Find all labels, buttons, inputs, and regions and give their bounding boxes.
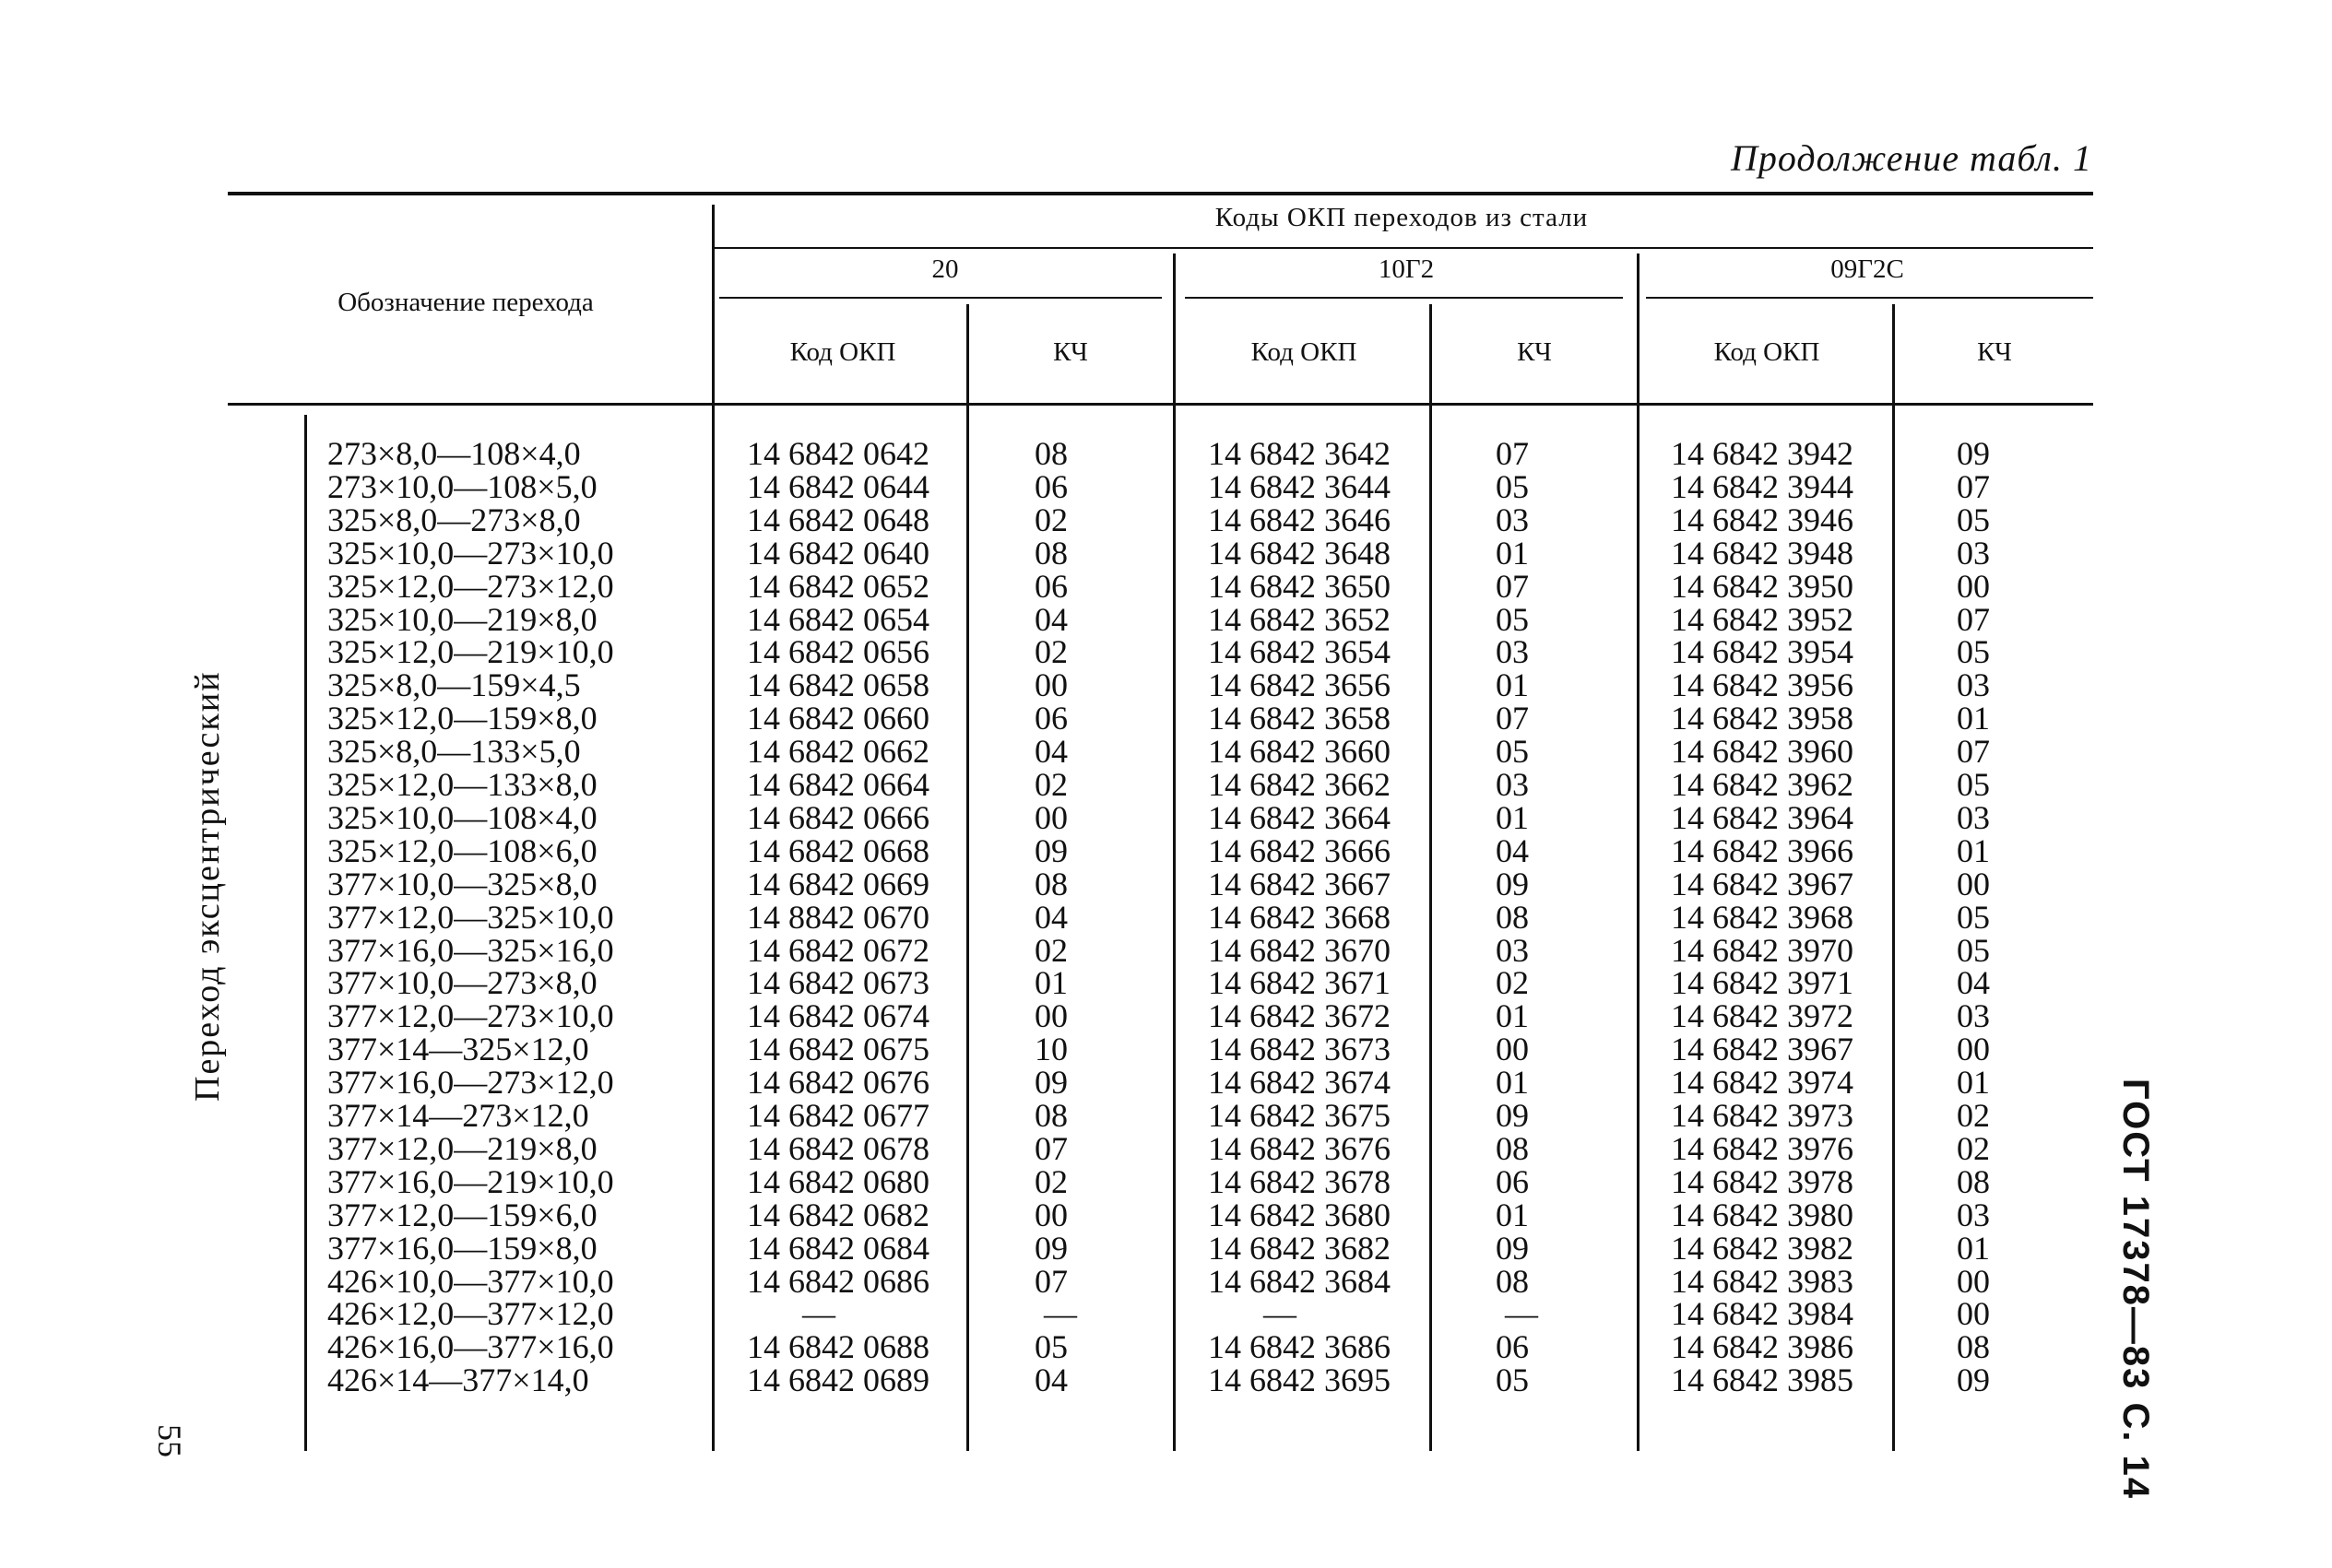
cell-kch-09g2s: 01: [1957, 1229, 1990, 1267]
cell-kch-09g2s: 00: [1957, 567, 1990, 605]
top-rule: [228, 192, 2093, 195]
cell-code-20: 14 6842 0660: [747, 700, 929, 737]
table-row: [0, 1064, 2332, 1102]
cell-code-20: 14 6842 0664: [747, 766, 929, 803]
cell-kch-20: 01: [1035, 964, 1068, 1002]
cell-code-10g2: 14 6842 3658: [1208, 700, 1391, 737]
cell-kch-10g2: 05: [1496, 600, 1529, 638]
cell-designation: 377×14—325×12,0: [327, 1031, 589, 1068]
cell-designation: 377×16,0—273×12,0: [327, 1064, 614, 1102]
cell-designation: 426×10,0—377×10,0: [327, 1262, 614, 1300]
cell-code-09g2s: 14 6842 3950: [1671, 567, 1853, 605]
cell-code-20: 14 6842 0677: [747, 1097, 929, 1134]
table-row: [0, 768, 2332, 801]
cell-kch-09g2s: 00: [1957, 1031, 1990, 1068]
table-row: [0, 536, 2332, 570]
cell-designation: 377×12,0—325×10,0: [327, 898, 614, 936]
cell-kch-20: 08: [1035, 1097, 1068, 1134]
cell-kch-10g2: 00: [1496, 1031, 1529, 1068]
cell-kch-20: 10: [1035, 1031, 1068, 1068]
cell-kch-10g2: 05: [1496, 1362, 1529, 1399]
cell-designation: 325×12,0—159×8,0: [327, 700, 598, 737]
cell-code-09g2s: 14 6842 3985: [1671, 1362, 1853, 1399]
cell-code-09g2s: 14 6842 3973: [1671, 1097, 1853, 1134]
cell-code-10g2: 14 6842 3654: [1208, 633, 1391, 671]
header-kch-20: КЧ: [1053, 337, 1088, 367]
cell-code-20: 14 6842 0682: [747, 1196, 929, 1233]
cell-kch-20: —: [1044, 1295, 1077, 1333]
table-row: [0, 503, 2332, 536]
cell-code-10g2: 14 6842 3672: [1208, 997, 1391, 1035]
cell-code-10g2: 14 6842 3666: [1208, 831, 1391, 869]
table-row: [0, 467, 2332, 505]
cell-code-20: 14 6842 0684: [747, 1229, 929, 1267]
cell-code-10g2: 14 6842 3682: [1208, 1229, 1391, 1267]
cell-designation: 273×10,0—108×5,0: [327, 467, 598, 505]
cell-code-20: 14 6842 0654: [747, 600, 929, 638]
cell-kch-10g2: 05: [1496, 467, 1529, 505]
cell-code-10g2: 14 6842 3662: [1208, 766, 1391, 803]
cell-code-20: 14 6842 0680: [747, 1162, 929, 1200]
cell-kch-20: 07: [1035, 1129, 1068, 1167]
cell-kch-09g2s: 08: [1957, 1162, 1990, 1200]
cell-kch-10g2: 09: [1496, 1229, 1529, 1267]
cell-code-09g2s: 14 6842 3962: [1671, 766, 1853, 803]
header-steel-10g2: 10Г2: [1378, 254, 1435, 284]
table-row: [0, 931, 2332, 969]
cell-code-20: 14 6842 0666: [747, 798, 929, 836]
cell-code-20: 14 6842 0688: [747, 1328, 929, 1366]
table-row: [0, 831, 2332, 869]
cell-code-10g2: 14 6842 3684: [1208, 1262, 1391, 1300]
cell-kch-10g2: 07: [1496, 700, 1529, 737]
cell-kch-09g2s: 00: [1957, 1295, 1990, 1333]
cell-code-10g2: 14 6842 3650: [1208, 567, 1391, 605]
table-row: [0, 898, 2332, 936]
cell-designation: 325×8,0—159×4,5: [327, 666, 581, 704]
cell-code-09g2s: 14 6842 3980: [1671, 1196, 1853, 1233]
side-label: Переход эксцентрический: [188, 670, 227, 1102]
header-code-20: Код ОКП: [789, 337, 896, 367]
cell-code-20: 14 6842 0640: [747, 534, 929, 572]
cell-code-10g2: 14 6842 3670: [1208, 931, 1391, 969]
cell-designation: 377×16,0—325×16,0: [327, 931, 614, 969]
cell-code-10g2: 14 6842 3652: [1208, 600, 1391, 638]
cell-kch-10g2: 07: [1496, 435, 1529, 472]
cell-kch-09g2s: 09: [1957, 435, 1990, 472]
cell-code-10g2: 14 6842 3676: [1208, 1129, 1391, 1167]
cell-designation: 325×8,0—273×8,0: [327, 501, 581, 538]
cell-kch-20: 04: [1035, 1362, 1068, 1399]
cell-kch-20: 09: [1035, 831, 1068, 869]
cell-code-10g2: 14 6842 3667: [1208, 865, 1391, 902]
table-row: [0, 600, 2332, 638]
cell-code-09g2s: 14 6842 3968: [1671, 898, 1853, 936]
header-bottom-rule: [228, 403, 2093, 406]
cell-code-09g2s: 14 6842 3984: [1671, 1295, 1853, 1333]
cell-code-10g2: —: [1263, 1295, 1296, 1333]
cell-code-09g2s: 14 6842 3960: [1671, 733, 1853, 771]
cell-code-20: 14 6842 0686: [747, 1262, 929, 1300]
cell-code-09g2s: 14 6842 3970: [1671, 931, 1853, 969]
table-row: [0, 1229, 2332, 1267]
cell-code-09g2s: 14 6842 3952: [1671, 600, 1853, 638]
cell-code-20: 14 6842 0674: [747, 997, 929, 1035]
cell-kch-10g2: 04: [1496, 831, 1529, 869]
cell-code-09g2s: 14 6842 3954: [1671, 633, 1853, 671]
table-row: [0, 1328, 2332, 1366]
cell-kch-09g2s: 01: [1957, 700, 1990, 737]
table-row: [0, 1162, 2332, 1200]
cell-code-20: 14 6842 0642: [747, 435, 929, 472]
cell-code-09g2s: 14 6842 3964: [1671, 798, 1853, 836]
cell-code-20: 14 6842 0678: [747, 1129, 929, 1167]
cell-code-20: 14 6842 0662: [747, 733, 929, 771]
cell-kch-20: 09: [1035, 1064, 1068, 1102]
cell-kch-20: 07: [1035, 1262, 1068, 1300]
cell-code-09g2s: 14 6842 3971: [1671, 964, 1853, 1002]
cell-code-10g2: 14 6842 3656: [1208, 666, 1391, 704]
cell-code-09g2s: 14 6842 3958: [1671, 700, 1853, 737]
cell-designation: 273×8,0—108×4,0: [327, 435, 581, 472]
cell-kch-10g2: 05: [1496, 733, 1529, 771]
cell-designation: 325×12,0—108×6,0: [327, 831, 598, 869]
cell-code-20: 14 6842 0648: [747, 501, 929, 538]
cell-code-10g2: 14 6842 3646: [1208, 501, 1391, 538]
steel-rule-09g2s: [1646, 297, 2093, 299]
cell-kch-09g2s: 02: [1957, 1097, 1990, 1134]
table-row: [0, 867, 2332, 901]
cell-kch-09g2s: 03: [1957, 666, 1990, 704]
cell-code-09g2s: 14 6842 3966: [1671, 831, 1853, 869]
cell-kch-10g2: 09: [1496, 1097, 1529, 1134]
cell-kch-10g2: 03: [1496, 931, 1529, 969]
cell-kch-10g2: 09: [1496, 865, 1529, 902]
cell-designation: 325×10,0—219×8,0: [327, 600, 598, 638]
cell-kch-20: 02: [1035, 1162, 1068, 1200]
cell-kch-09g2s: 05: [1957, 766, 1990, 803]
cell-code-20: 14 6842 0668: [747, 831, 929, 869]
table-row: [0, 798, 2332, 836]
continuation-title: Продолжение табл. 1: [1730, 137, 2092, 179]
header-code-09g2s: Код ОКП: [1713, 337, 1820, 367]
cell-designation: 377×12,0—273×10,0: [327, 997, 614, 1035]
cell-kch-09g2s: 01: [1957, 1064, 1990, 1102]
table-row: [0, 1198, 2332, 1232]
cell-kch-20: 00: [1035, 997, 1068, 1035]
cell-designation: 325×8,0—133×5,0: [327, 733, 581, 771]
cell-kch-09g2s: 03: [1957, 997, 1990, 1035]
cell-kch-10g2: 01: [1496, 798, 1529, 836]
cell-code-09g2s: 14 6842 3944: [1671, 467, 1853, 505]
cell-kch-20: 02: [1035, 633, 1068, 671]
cell-designation: 426×14—377×14,0: [327, 1362, 589, 1399]
cell-kch-09g2s: 02: [1957, 1129, 1990, 1167]
steel-rule-20: [719, 297, 1162, 299]
cell-designation: 325×10,0—273×10,0: [327, 534, 614, 572]
cell-code-20: 14 6842 0675: [747, 1031, 929, 1068]
cell-code-10g2: 14 6842 3673: [1208, 1031, 1391, 1068]
cell-kch-20: 06: [1035, 467, 1068, 505]
cell-kch-09g2s: 03: [1957, 534, 1990, 572]
cell-kch-20: 02: [1035, 501, 1068, 538]
cell-kch-10g2: 01: [1496, 534, 1529, 572]
cell-kch-10g2: 01: [1496, 997, 1529, 1035]
cell-code-10g2: 14 6842 3660: [1208, 733, 1391, 771]
cell-kch-10g2: 03: [1496, 766, 1529, 803]
cell-code-10g2: 14 6842 3674: [1208, 1064, 1391, 1102]
cell-kch-09g2s: 05: [1957, 898, 1990, 936]
cell-kch-10g2: 03: [1496, 633, 1529, 671]
cell-code-20: 14 6842 0676: [747, 1064, 929, 1102]
cell-designation: 325×10,0—108×4,0: [327, 798, 598, 836]
cell-kch-09g2s: 01: [1957, 831, 1990, 869]
table-row: [0, 1262, 2332, 1300]
cell-code-20: 14 6842 0669: [747, 865, 929, 902]
cell-kch-10g2: 01: [1496, 666, 1529, 704]
cell-designation: 325×12,0—273×12,0: [327, 567, 614, 605]
cell-kch-20: 09: [1035, 1229, 1068, 1267]
table-row: [0, 733, 2332, 771]
cell-code-20: 14 6842 0689: [747, 1362, 929, 1399]
header-kch-09g2s: КЧ: [1977, 337, 2012, 367]
cell-designation: 377×14—273×12,0: [327, 1097, 589, 1134]
cell-kch-10g2: 06: [1496, 1328, 1529, 1366]
cell-code-09g2s: 14 6842 3982: [1671, 1229, 1853, 1267]
table-row: [0, 1032, 2332, 1066]
table-row: [0, 1099, 2332, 1132]
cell-kch-20: 00: [1035, 798, 1068, 836]
cell-designation: 325×12,0—219×10,0: [327, 633, 614, 671]
header-code-10g2: Код ОКП: [1250, 337, 1357, 367]
cell-designation: 325×12,0—133×8,0: [327, 766, 598, 803]
cell-kch-09g2s: 07: [1957, 600, 1990, 638]
table-row: [0, 964, 2332, 1002]
cell-code-10g2: 14 6842 3695: [1208, 1362, 1391, 1399]
cell-kch-09g2s: 03: [1957, 1196, 1990, 1233]
cell-kch-09g2s: 00: [1957, 865, 1990, 902]
cell-designation: 377×16,0—219×10,0: [327, 1162, 614, 1200]
cell-code-20: 14 6842 0652: [747, 567, 929, 605]
cell-code-20: —: [802, 1295, 835, 1333]
cell-kch-09g2s: 03: [1957, 798, 1990, 836]
cell-designation: 426×16,0—377×16,0: [327, 1328, 614, 1366]
cell-kch-10g2: 01: [1496, 1196, 1529, 1233]
cell-kch-20: 08: [1035, 534, 1068, 572]
header-steel-09g2s: 09Г2С: [1830, 254, 1904, 284]
cell-code-09g2s: 14 6842 3956: [1671, 666, 1853, 704]
cell-kch-20: 06: [1035, 700, 1068, 737]
cell-kch-09g2s: 04: [1957, 964, 1990, 1002]
cell-kch-09g2s: 09: [1957, 1362, 1990, 1399]
cell-designation: 426×12,0—377×12,0: [327, 1295, 614, 1333]
cell-code-10g2: 14 6842 3642: [1208, 435, 1391, 472]
cell-code-09g2s: 14 6842 3972: [1671, 997, 1853, 1035]
cell-kch-10g2: 08: [1496, 1129, 1529, 1167]
header-group: Коды ОКП переходов из стали: [1214, 203, 1589, 232]
cell-code-20: 14 6842 0644: [747, 467, 929, 505]
cell-kch-20: 04: [1035, 600, 1068, 638]
cell-code-10g2: 14 6842 3668: [1208, 898, 1391, 936]
cell-code-09g2s: 14 6842 3978: [1671, 1162, 1853, 1200]
cell-code-09g2s: 14 6842 3967: [1671, 865, 1853, 902]
group-rule: [715, 247, 2093, 249]
cell-code-20: 14 8842 0670: [747, 898, 929, 936]
cell-code-10g2: 14 6842 3664: [1208, 798, 1391, 836]
table-row: [0, 1129, 2332, 1167]
table-row: [0, 633, 2332, 671]
cell-code-10g2: 14 6842 3686: [1208, 1328, 1391, 1366]
cell-kch-10g2: —: [1505, 1295, 1538, 1333]
cell-kch-20: 00: [1035, 666, 1068, 704]
header-designation: Обозначение перехода: [337, 288, 594, 317]
cell-designation: 377×12,0—219×8,0: [327, 1129, 598, 1167]
cell-kch-20: 06: [1035, 567, 1068, 605]
cell-code-09g2s: 14 6842 3948: [1671, 534, 1853, 572]
cell-code-09g2s: 14 6842 3942: [1671, 435, 1853, 472]
cell-code-10g2: 14 6842 3644: [1208, 467, 1391, 505]
cell-kch-10g2: 06: [1496, 1162, 1529, 1200]
cell-kch-09g2s: 05: [1957, 633, 1990, 671]
cell-code-10g2: 14 6842 3671: [1208, 964, 1391, 1002]
cell-kch-20: 04: [1035, 733, 1068, 771]
cell-code-20: 14 6842 0673: [747, 964, 929, 1002]
cell-code-20: 14 6842 0658: [747, 666, 929, 704]
cell-code-09g2s: 14 6842 3976: [1671, 1129, 1853, 1167]
cell-kch-10g2: 08: [1496, 898, 1529, 936]
table-row: [0, 1295, 2332, 1333]
cell-designation: 377×16,0—159×8,0: [327, 1229, 598, 1267]
cell-code-10g2: 14 6842 3680: [1208, 1196, 1391, 1233]
table-row: [0, 666, 2332, 704]
cell-kch-20: 05: [1035, 1328, 1068, 1366]
cell-code-20: 14 6842 0656: [747, 633, 929, 671]
cell-designation: 377×10,0—325×8,0: [327, 865, 598, 902]
cell-kch-10g2: 03: [1496, 501, 1529, 538]
cell-kch-20: 02: [1035, 766, 1068, 803]
cell-kch-09g2s: 08: [1957, 1328, 1990, 1366]
cell-code-10g2: 14 6842 3648: [1208, 534, 1391, 572]
cell-code-09g2s: 14 6842 3974: [1671, 1064, 1853, 1102]
cell-kch-10g2: 01: [1496, 1064, 1529, 1102]
cell-designation: 377×10,0—273×8,0: [327, 964, 598, 1002]
cell-code-10g2: 14 6842 3675: [1208, 1097, 1391, 1134]
cell-code-09g2s: 14 6842 3986: [1671, 1328, 1853, 1366]
steel-rule-10g2: [1185, 297, 1623, 299]
cell-kch-09g2s: 07: [1957, 733, 1990, 771]
cell-code-20: 14 6842 0672: [747, 931, 929, 969]
cell-kch-09g2s: 07: [1957, 467, 1990, 505]
header-steel-20: 20: [931, 254, 959, 284]
table-row: [0, 701, 2332, 735]
table-row: [0, 1363, 2332, 1397]
cell-kch-10g2: 02: [1496, 964, 1529, 1002]
table-row: [0, 997, 2332, 1035]
cell-code-09g2s: 14 6842 3946: [1671, 501, 1853, 538]
cell-designation: 377×12,0—159×6,0: [327, 1196, 598, 1233]
page-number: 55: [151, 1424, 188, 1457]
gost-label: ГОСТ 17378—83 С. 14: [2115, 1079, 2156, 1501]
table-row: [0, 567, 2332, 605]
cell-kch-09g2s: 00: [1957, 1262, 1990, 1300]
cell-kch-09g2s: 05: [1957, 931, 1990, 969]
cell-kch-20: 02: [1035, 931, 1068, 969]
header-kch-10g2: КЧ: [1517, 337, 1552, 367]
cell-kch-20: 00: [1035, 1196, 1068, 1233]
cell-kch-10g2: 08: [1496, 1262, 1529, 1300]
cell-kch-10g2: 07: [1496, 567, 1529, 605]
cell-kch-20: 08: [1035, 865, 1068, 902]
cell-code-09g2s: 14 6842 3967: [1671, 1031, 1853, 1068]
cell-code-09g2s: 14 6842 3983: [1671, 1262, 1853, 1300]
cell-kch-09g2s: 05: [1957, 501, 1990, 538]
cell-kch-20: 08: [1035, 435, 1068, 472]
cell-code-10g2: 14 6842 3678: [1208, 1162, 1391, 1200]
cell-kch-20: 04: [1035, 898, 1068, 936]
table-row: [0, 437, 2332, 470]
